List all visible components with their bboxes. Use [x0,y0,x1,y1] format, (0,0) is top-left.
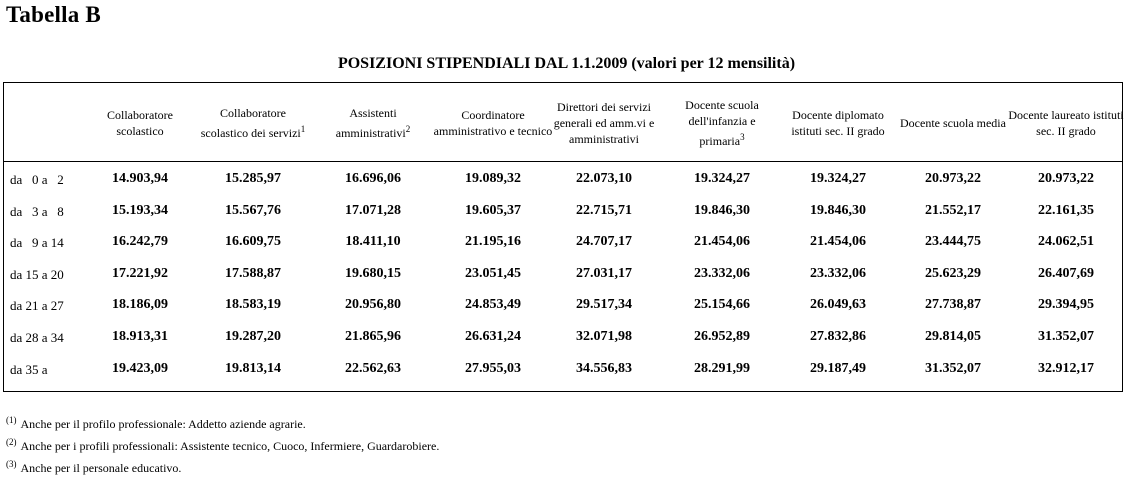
table-cell: 31.352,07 [1038,329,1094,344]
table-cell: 16.242,79 [112,234,168,250]
table-cell: 29.394,95 [1038,297,1094,313]
row-label: da 28 a 34 [10,330,64,345]
table-cell: 21.454,06 [694,234,750,250]
footnote-marker: 2 [405,124,411,134]
document-title: Tabella B [6,2,101,27]
column-header-label: Assistenti amministrativi [335,106,406,140]
salary-table [3,82,1123,392]
table-cell: 26.049,63 [810,297,866,313]
column-header-label: Docente diplomato istituti sec. II grado [791,108,885,138]
row-label: da 21 a 27 [10,298,64,314]
table-cell: 23.444,75 [925,234,981,250]
footnote-mark: (1) [6,415,17,425]
table-cell: 25.623,29 [925,265,981,281]
table-row [4,356,1122,387]
table-cell: 23.332,06 [810,265,866,281]
column-header-label: Docente laureato istituti sec. II grado [1008,108,1124,138]
table-cell: 15.193,34 [112,202,168,218]
footnote-text: Anche per il personale educativo. [20,461,182,475]
table-cell: 34.556,83 [576,360,632,376]
table-title: POSIZIONI STIPENDIALI DAL 1.1.2009 (valori per 12 mensilità) [337,55,796,72]
table-row [4,324,1122,355]
table-row [4,229,1122,260]
column-header [549,87,659,159]
row-label: da 3 a 8 [10,203,64,219]
table-cell: 18.186,09 [112,297,168,313]
row-label: da 35 a [10,361,48,377]
row-label: da 9 a 14 [10,235,64,251]
table-cell: 27.832,86 [810,329,866,344]
table-cell: 22.161,35 [1038,202,1094,218]
table-cell: 18.913,31 [112,329,168,344]
table-cell: 26.407,69 [1038,265,1094,281]
table-cell: 19.423,09 [112,360,168,376]
table-cell: 29.187,49 [810,360,866,376]
column-header [665,87,780,159]
column-header [778,87,898,159]
column-header-label: Collaboratore scolastico dei servizi [200,106,301,140]
table-cell: 21.195,16 [465,234,521,250]
footnote-text: Anche per il profilo professionale: Addetto aziende agrarie. [20,417,306,431]
table-cell: 32.912,17 [1038,360,1094,376]
table-row [4,261,1122,292]
row-label: da 0 a 2 [10,172,64,187]
table-cell: 32.071,98 [576,329,632,344]
table-cell: 19.324,27 [694,171,750,186]
table-cell: 21.552,17 [925,202,981,218]
table-cell: 17.221,92 [112,265,168,281]
table-cell: 27.955,03 [465,360,521,376]
footnote [6,410,439,432]
table-cell: 29.814,05 [925,329,981,344]
footnote-text: Anche per i profili professionali: Assistente tecnico, Cuoco, Infermiere, Guardarobiere. [20,439,440,453]
table-cell: 21.454,06 [810,234,866,250]
table-cell: 17.071,28 [345,202,401,218]
table-cell: 23.051,45 [465,265,521,281]
column-header [898,87,1008,159]
table-cell: 19.680,15 [345,265,401,281]
table-cell: 17.588,87 [225,265,281,281]
table-cell: 20.956,80 [345,297,401,313]
footnote-mark: (2) [6,437,17,447]
column-header-label: Coordinatore amministrativo e tecnico [433,108,553,138]
table-cell: 14.903,94 [112,171,168,186]
footnote-marker: 1 [300,124,306,134]
table-cell: 26.631,24 [465,329,521,344]
footnote-marker: 3 [740,132,745,142]
table-cell: 18.411,10 [345,234,401,250]
table-cell: 19.813,14 [225,360,281,376]
table-cell: 23.332,06 [694,265,750,281]
table-cell: 24.853,49 [465,297,521,313]
table-cell: 29.517,34 [576,297,632,313]
table-cell: 21.865,96 [345,329,401,344]
table-cell: 15.285,97 [225,171,281,186]
column-header-label: Docente scuola dell'infanzia e primaria [685,98,759,148]
table-cell: 16.696,06 [345,171,401,186]
column-header [196,87,311,159]
table-cell: 19.324,27 [810,171,866,186]
column-header-label: Collaboratore scolastico [107,108,173,138]
table-cell: 27.738,87 [925,297,981,313]
column-header [1007,87,1125,159]
row-label: da 15 a 20 [10,266,64,282]
table-cell: 19.846,30 [810,202,866,218]
table-cell: 18.583,19 [225,297,281,313]
table-cell: 20.973,22 [1038,171,1094,186]
column-header [318,87,428,159]
table-cell: 27.031,17 [576,265,632,281]
table-cell: 22.562,63 [345,360,401,376]
table-cell: 19.287,20 [225,329,281,344]
column-header [88,87,193,159]
table-cell: 24.707,17 [576,234,632,250]
table-cell: 19.089,32 [465,171,521,186]
footnote [6,432,439,454]
footnote [6,454,439,476]
table-cell: 22.073,10 [576,171,632,186]
column-header-label: Docente scuola media [900,116,1006,130]
table-cell: 28.291,99 [694,360,750,376]
column-header [431,87,556,159]
table-cell: 20.973,22 [925,171,981,186]
table-cell: 22.715,71 [576,202,632,218]
footnotes [6,410,439,476]
header-divider [4,161,1122,162]
column-header-label: Direttori dei servizi generali ed amm.vi e amministrativi [553,100,655,146]
table-cell: 25.154,66 [694,297,750,313]
footnote-mark: (3) [6,459,17,469]
table-cell: 15.567,76 [225,202,281,218]
table-cell: 31.352,07 [925,360,981,376]
table-cell: 16.609,75 [225,234,281,250]
table-cell: 24.062,51 [1038,234,1094,250]
table-cell: 26.952,89 [694,329,750,344]
table-row [4,292,1122,323]
table-row [4,198,1122,229]
table-cell: 19.605,37 [465,202,521,218]
table-cell: 19.846,30 [694,202,750,218]
table-row [4,166,1122,197]
